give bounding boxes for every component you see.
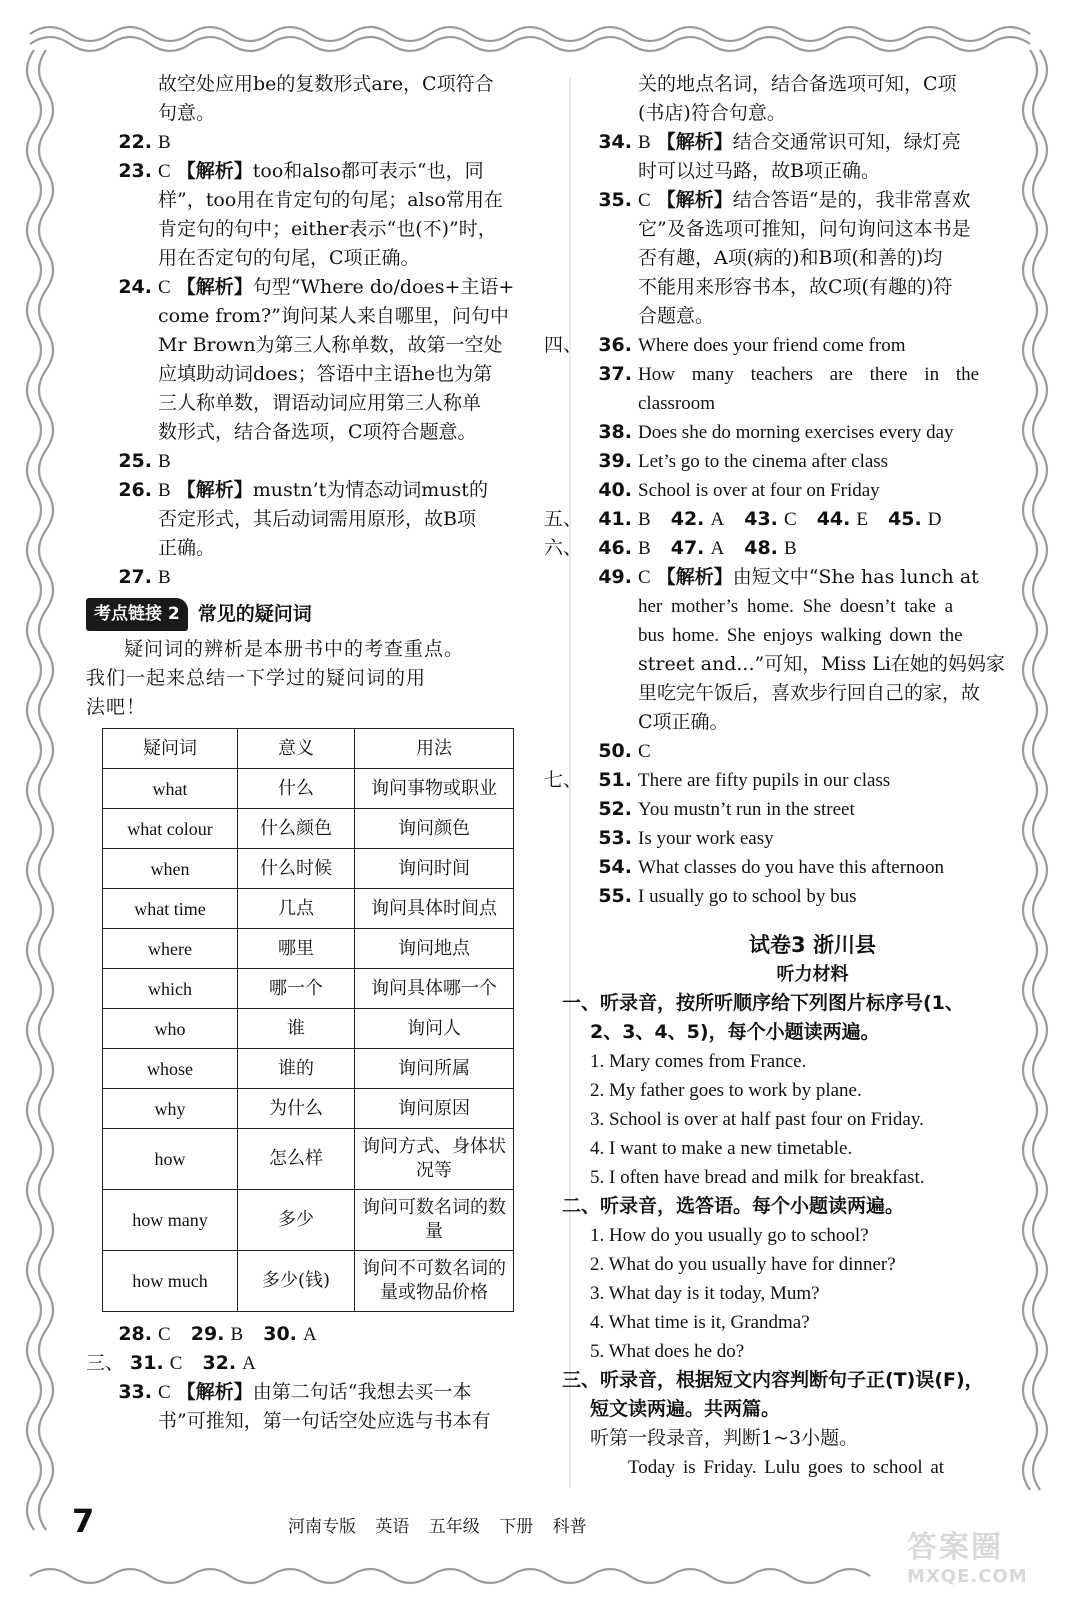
table-cell-word: how [103, 1129, 238, 1190]
analysis-line: 结合交通常识可知，绿灯亮 [732, 131, 961, 153]
answer-letter: B [783, 538, 797, 559]
item-number: 40. [598, 479, 632, 501]
listening-part-2 [562, 1192, 1035, 1366]
analysis-line: too和also都可表示“也，同 [252, 160, 484, 182]
answer-letter: A [302, 1324, 317, 1345]
table-cell-meaning: 谁的 [238, 1049, 355, 1089]
analysis-line: 由第二句话“我想去买一本 [252, 1381, 472, 1403]
answer-item-25 [110, 447, 550, 476]
listening-sentence: 1. How do you usually go to school? [590, 1225, 869, 1246]
analysis-tag: 【解析】 [656, 189, 733, 211]
analysis-line: mustn’t为情态动词must的 [252, 479, 488, 501]
analysis-line: 书”可推知，第一句话空处应选与书本有 [158, 1410, 491, 1432]
item-number: 24. [118, 276, 152, 298]
analysis-line: 样”，too用在肯定句的句尾；also常用在 [158, 189, 503, 211]
item-number: 54. [598, 856, 632, 878]
section-6-answers [544, 534, 1035, 563]
item-number: 37. [598, 363, 632, 385]
intro-line: 句意。 [158, 102, 216, 124]
analysis-tag: 【解析】 [176, 276, 253, 298]
listening-sentence: 3. School is over at half past four on Friday. [590, 1109, 924, 1130]
answer-item-33 [110, 1378, 550, 1436]
table-cell-meaning: 多少(钱) [238, 1251, 355, 1312]
continued-line: (书店)符合句意。 [638, 102, 786, 124]
analysis-line: 句型“Where do/does+主语+ [252, 276, 515, 298]
analysis-tag: 【解析】 [176, 1381, 253, 1403]
analysis-line: 三人称单数，谓语动词应用第三人称单 [158, 392, 482, 414]
table-row [103, 809, 514, 849]
section-5-answers [544, 505, 1035, 534]
watermark-logo [907, 1522, 1057, 1590]
item-number: 55. [598, 885, 632, 907]
paper-title: 试卷3 浙川县 [749, 933, 876, 957]
answer-letter: C [638, 741, 651, 762]
table-header-row [103, 729, 514, 769]
item-number: 41. [598, 508, 632, 530]
table-row [103, 889, 514, 929]
answer-item-53 [590, 824, 1035, 853]
table-cell-meaning: 怎么样 [238, 1129, 355, 1190]
answer-letter: B [638, 509, 651, 530]
analysis-line: 它”及备选项可推知，问句询问这本书是 [638, 218, 971, 240]
knowledge-link-badge: 考点链接 2 [86, 598, 188, 631]
table-cell-usage: 询问时间 [355, 849, 514, 889]
item-number: 26. [118, 479, 152, 501]
answer-letter: C [638, 567, 651, 588]
answer-item-52 [590, 795, 1035, 824]
table-cell-word: what [103, 769, 238, 809]
table-cell-meaning: 谁 [238, 1009, 355, 1049]
answer-sentence: How many teachers are there in the [638, 364, 980, 385]
part-subheading: 听第一段录音，判断1~3小题。 [590, 1427, 859, 1449]
table-cell-usage: 询问事物或职业 [355, 769, 514, 809]
table-cell-usage: 询问具体哪一个 [355, 969, 514, 1009]
knowledge-link-paragraph [86, 635, 550, 722]
answer-letter: B [638, 132, 651, 153]
item-number: 42. [670, 508, 705, 530]
answer-sentence: Is your work easy [638, 828, 774, 849]
table-header: 疑问词 [103, 729, 238, 769]
item-number: 52. [598, 798, 632, 820]
answer-sentence: What classes do you have this afternoon [638, 857, 945, 878]
answer-letter: C [158, 277, 171, 298]
analysis-line: bus home. She enjoys walking down the [638, 625, 963, 646]
answer-item-39 [590, 447, 1035, 476]
answer-item-26 [110, 476, 550, 563]
analysis-line: Mr Brown为第三人称单数，故第一空处 [158, 334, 503, 356]
passage-line: Today is Friday. Lulu goes to school at [628, 1457, 945, 1478]
item-number: 22. [118, 131, 152, 153]
listening-sentence: 3. What day is it today, Mum? [590, 1283, 820, 1304]
paper-subtitle: 听力材料 [776, 964, 849, 985]
paragraph-line: 我们一起来总结一下学过的疑问词的用 [86, 667, 427, 689]
knowledge-link-title: 常见的疑问词 [197, 603, 312, 625]
part-heading: 2、3、4、5)，每个小题读两遍。 [590, 1021, 880, 1043]
table-cell-word: when [103, 849, 238, 889]
answer-letter: B [158, 567, 171, 588]
item-number: 34. [598, 131, 632, 153]
item-number: 45. [888, 508, 922, 530]
answer-sentence: I usually go to school by bus [638, 886, 857, 907]
answer-sentence: Does she do morning exercises every day [638, 422, 954, 443]
part-heading: 二、听录音，选答语。每个小题读两遍。 [562, 1195, 905, 1217]
answer-letter: C [158, 1382, 171, 1403]
answer-item-40 [590, 476, 1035, 505]
answer-letter: A [710, 509, 725, 530]
analysis-line: 数形式，结合备选项，C项符合题意。 [158, 421, 477, 443]
table-cell-word: whose [103, 1049, 238, 1089]
analysis-line: 结合答语“是的，我非常喜欢 [732, 189, 971, 211]
part-heading: 一、听录音，按所听顺序给下列图片标序号(1、 [562, 992, 964, 1014]
listening-sentence: 5. What does he do? [590, 1341, 745, 1362]
table-cell-word: where [103, 929, 238, 969]
analysis-line: 不能用来形容书本，故C项(有趣的)符 [638, 276, 953, 298]
answer-letter: B [158, 480, 171, 501]
table-row [103, 1009, 514, 1049]
answer-item-54 [590, 853, 1035, 882]
table-header: 意义 [238, 729, 355, 769]
right-column [544, 70, 1035, 1482]
analysis-line: 由短文中“She has lunch at [732, 566, 979, 588]
listening-part-3 [562, 1366, 1035, 1482]
answer-letter: C [169, 1353, 183, 1374]
section-label: 四、 [544, 334, 583, 356]
answer-item-49 [590, 563, 1035, 737]
table-row [103, 929, 514, 969]
analysis-line: 肯定句的句中；either表示“也(不)”时， [158, 218, 497, 240]
analysis-line: 用在否定句的句尾，C项正确。 [158, 247, 420, 269]
answer-item-24 [110, 273, 550, 447]
question-words-table [102, 728, 514, 1312]
section-label: 三、 [86, 1352, 125, 1374]
table-row [103, 849, 514, 889]
table-cell-word: who [103, 1009, 238, 1049]
item-number: 29. [190, 1323, 225, 1345]
section-3-answers [86, 1349, 550, 1378]
table-cell-usage: 询问人 [355, 1009, 514, 1049]
analysis-line: 时可以过马路，故B项正确。 [638, 160, 880, 182]
page-number: 7 [72, 1502, 95, 1540]
table-cell-word: which [103, 969, 238, 1009]
answer-item-38 [590, 418, 1035, 447]
listening-sentence: 5. I often have bread and milk for breakfast. [590, 1167, 925, 1188]
item-number: 28. [118, 1323, 152, 1345]
table-row [103, 1129, 514, 1190]
answer-letter: A [242, 1353, 256, 1374]
table-cell-meaning: 哪一个 [238, 969, 355, 1009]
answer-item-35 [590, 186, 1035, 331]
table-cell-meaning: 为什么 [238, 1089, 355, 1129]
answer-item-23 [110, 157, 550, 273]
answer-item-22 [110, 128, 550, 157]
table-cell-word: how much [103, 1251, 238, 1312]
item-number: 43. [744, 508, 778, 530]
table-cell-meaning: 几点 [238, 889, 355, 929]
table-cell-usage: 询问原因 [355, 1089, 514, 1129]
answer-sentence: You mustn’t run in the street [638, 799, 855, 820]
item-number: 23. [118, 160, 152, 182]
table-cell-word: how many [103, 1190, 238, 1251]
item-number: 32. [202, 1352, 237, 1374]
answer-letter: A [710, 538, 725, 559]
answer-item-36 [544, 331, 1035, 360]
part-heading: 短文读两遍。共两篇。 [590, 1398, 781, 1420]
answer-item-50 [590, 737, 1035, 766]
item-number: 39. [598, 450, 632, 472]
listening-sentence: 1. Mary comes from France. [590, 1051, 807, 1072]
answer-item-55 [590, 882, 1035, 911]
item-number: 36. [598, 334, 632, 356]
section-label: 五、 [544, 508, 583, 530]
continued-line: 关的地点名词，结合备选项可知，C项 [638, 73, 957, 95]
table-cell-word: why [103, 1089, 238, 1129]
table-cell-word: what time [103, 889, 238, 929]
answer-letter: B [638, 538, 651, 559]
section-label: 七、 [544, 769, 583, 791]
answer-sentence: classroom [638, 393, 716, 414]
answer-letter: B [158, 451, 171, 472]
item-number: 35. [598, 189, 632, 211]
item-number: 48. [744, 537, 778, 559]
item-number: 27. [118, 566, 152, 588]
item-number: 50. [598, 740, 632, 762]
analysis-line: her mother’s home. She doesn’t take a [638, 596, 954, 617]
table-row [103, 1049, 514, 1089]
answer-letter: E [856, 509, 869, 530]
table-cell-usage: 询问所属 [355, 1049, 514, 1089]
analysis-tag: 【解析】 [656, 131, 733, 153]
answer-sentence: There are fifty pupils in our class [638, 770, 891, 791]
analysis-line: 里吃完午饭后，喜欢步行回自己的家，故 [638, 682, 981, 704]
answer-sentence: Let’s go to the cinema after class [638, 451, 889, 472]
watermark-logo-text: 答案圈 [907, 1530, 1003, 1565]
analysis-line: come from?”询问某人来自哪里，问句中 [158, 305, 509, 327]
analysis-line: C项正确。 [638, 711, 729, 733]
analysis-line: 否有趣，A项(病的)和B项(和善的)均 [638, 247, 943, 269]
listening-sentence: 4. I want to make a new timetable. [590, 1138, 853, 1159]
book-info: 河南专版 英语 五年级 下册 科普 [288, 1517, 587, 1537]
table-cell-word: what colour [103, 809, 238, 849]
item-number: 30. [263, 1323, 297, 1345]
table-cell-usage: 询问具体时间点 [355, 889, 514, 929]
answer-letter: C [158, 1324, 171, 1345]
analysis-tag: 【解析】 [176, 479, 253, 501]
table-cell-usage: 询问颜色 [355, 809, 514, 849]
analysis-line: 否定形式，其后动词需用原形，故B项 [158, 508, 476, 530]
answers-28-30 [110, 1320, 550, 1349]
paragraph-line: 疑问词的辨析是本册书中的考查重点。 [124, 638, 465, 660]
table-cell-meaning: 什么 [238, 769, 355, 809]
item-number: 47. [670, 537, 705, 559]
listening-sentence: 2. What do you usually have for dinner? [590, 1254, 896, 1275]
item-number: 44. [816, 508, 851, 530]
table-cell-meaning: 什么时候 [238, 849, 355, 889]
answer-item-27 [110, 563, 550, 592]
listening-sentence: 2. My father goes to work by plane. [590, 1080, 862, 1101]
left-column [86, 70, 550, 1436]
analysis-tag: 【解析】 [176, 160, 253, 182]
table-row [103, 1251, 514, 1312]
table-cell-usage: 询问地点 [355, 929, 514, 969]
table-cell-usage: 询问可数名词的数量 [355, 1190, 514, 1251]
listening-sentence: 4. What time is it, Grandma? [590, 1312, 810, 1333]
item-number: 46. [598, 537, 632, 559]
knowledge-link-heading [86, 598, 550, 631]
table-cell-meaning: 多少 [238, 1190, 355, 1251]
answer-item-37 [590, 360, 1035, 418]
item-number: 31. [130, 1352, 164, 1374]
table-header: 用法 [355, 729, 514, 769]
analysis-tag: 【解析】 [656, 566, 733, 588]
answer-letter: B [158, 132, 171, 153]
analysis-line: 应填助动词does；答语中主语he也为第 [158, 363, 493, 385]
table-row [103, 1190, 514, 1251]
analysis-line: 正确。 [158, 537, 216, 559]
item-number: 51. [598, 769, 632, 791]
item-number: 53. [598, 827, 632, 849]
intro-line: 故空处应用be的复数形式are，C项符合 [158, 73, 494, 95]
answer-sentence: School is over at four on Friday [638, 480, 880, 501]
table-cell-meaning: 哪里 [238, 929, 355, 969]
item-number: 33. [118, 1381, 152, 1403]
listening-part-1 [562, 989, 1035, 1192]
answer-letter: C [158, 161, 171, 182]
table-row [103, 1089, 514, 1129]
table-cell-usage: 询问方式、身体状况等 [355, 1129, 514, 1190]
table-cell-meaning: 什么颜色 [238, 809, 355, 849]
watermark-url: MXQE.COM [907, 1566, 1028, 1587]
item-number: 25. [118, 450, 152, 472]
table-row [103, 769, 514, 809]
table-cell-usage: 询问不可数名词的量或物品价格 [355, 1251, 514, 1312]
item-number: 38. [598, 421, 632, 443]
paragraph-line: 法吧！ [86, 696, 147, 718]
section-label: 六、 [544, 537, 583, 559]
analysis-line: street and...”可知，Miss Li在她的妈妈家 [638, 653, 1005, 675]
page-footer [72, 1502, 972, 1542]
item-number: 49. [598, 566, 632, 588]
answer-item-34 [590, 128, 1035, 186]
answer-letter: D [927, 509, 942, 530]
answer-item-51 [544, 766, 1035, 795]
part-heading: 三、听录音，根据短文内容判断句子正(T)误(F)， [562, 1369, 984, 1391]
answer-letter: C [783, 509, 797, 530]
answer-sentence: Where does your friend come from [638, 335, 906, 356]
answer-letter: C [638, 190, 651, 211]
answer-letter: B [230, 1324, 244, 1345]
analysis-line: 合题意。 [638, 305, 715, 327]
table-row [103, 969, 514, 1009]
